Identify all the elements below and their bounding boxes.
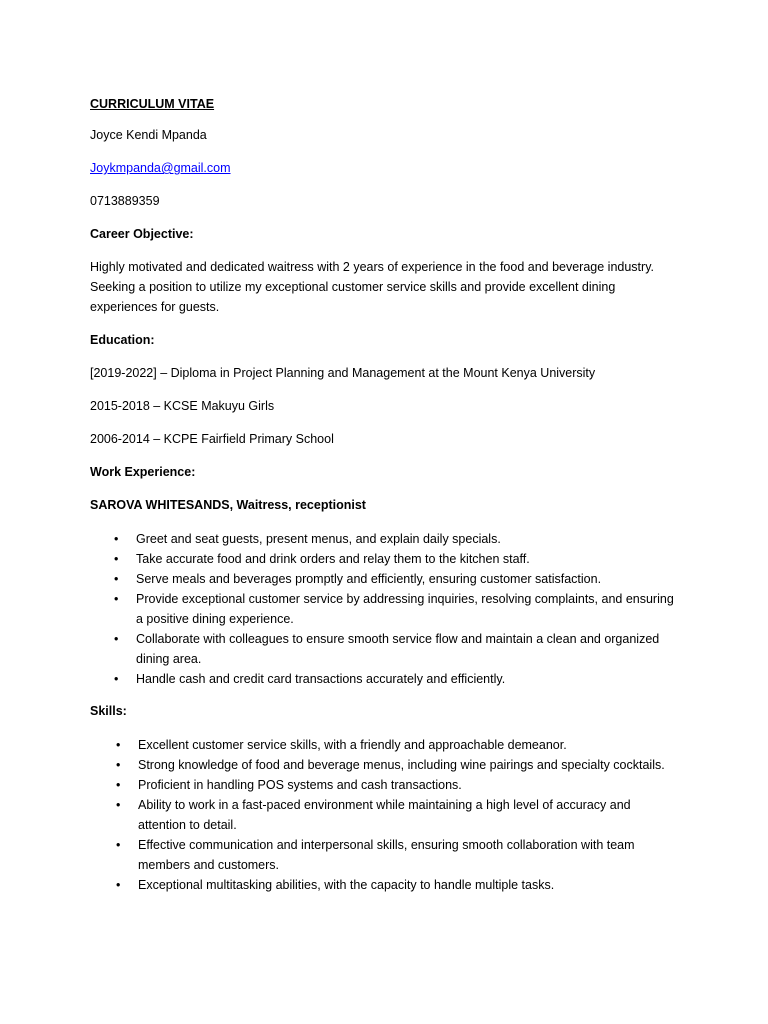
education-entry: [2019-2022] – Diploma in Project Planning and Management at the Mount Kenya University [90,366,596,380]
list-item-text: Handle cash and credit card transactions accurately and efficiently. [136,672,506,686]
bullet-icon: • [114,572,119,586]
education-heading: Education: [90,333,155,347]
career-objective-text [90,257,690,317]
bullet-icon: • [116,758,121,772]
bullet-icon: • [116,878,121,892]
work-duties-list [90,529,690,689]
employer-title: SAROVA WHITESANDS, Waitress, receptionist [90,498,366,512]
list-item-text: Ability to work in a fast-paced environment while maintaining a high level of accuracy and attention to detail. [138,798,631,832]
objective-line: Highly motivated and dedicated waitress with 2 years of experience in the food and beverage industry. [90,260,654,274]
list-item [90,569,676,589]
list-item [90,735,678,755]
bullet-icon: • [114,532,119,546]
objective-line: Seeking a position to utilize my exceptional customer service skills and provide excellent dining [90,280,616,294]
list-item-text: Strong knowledge of food and beverage menus, including wine pairings and specialty cocktails. [138,758,665,772]
bullet-icon: • [116,838,121,852]
list-item-text: Take accurate food and drink orders and relay them to the kitchen staff. [136,552,530,566]
list-item [90,669,676,689]
list-item [90,549,676,569]
list-item-text: Greet and seat guests, present menus, and explain daily specials. [136,532,501,546]
list-item-text: Proficient in handling POS systems and cash transactions. [138,778,462,792]
candidate-name: Joyce Kendi Mpanda [90,128,207,142]
list-item [90,589,676,629]
list-item-text: Provide exceptional customer service by addressing inquiries, resolving complaints, and ensuring a positive dining experience. [136,592,674,626]
document-title: CURRICULUM VITAE [90,97,215,111]
list-item-text: Exceptional multitasking abilities, with the capacity to handle multiple tasks. [138,878,555,892]
list-item-text: Effective communication and interpersonal skills, ensuring smooth collaboration with team members and customers. [138,838,635,872]
list-item [90,795,678,835]
education-entry: 2015-2018 – KCSE Makuyu Girls [90,399,275,413]
bullet-icon: • [114,592,119,606]
email-link[interactable]: Joykmpanda@gmail.com [90,161,231,175]
list-item [90,835,678,875]
list-item-text: Collaborate with colleagues to ensure smooth service flow and maintain a clean and organized dining area. [136,632,660,666]
bullet-icon: • [114,552,119,566]
list-item [90,529,676,549]
bullet-icon: • [114,672,119,686]
list-item [90,755,678,775]
bullet-icon: • [114,632,119,646]
bullet-icon: • [116,778,121,792]
work-experience-heading: Work Experience: [90,465,196,479]
skills-list [90,735,690,895]
cv-content [90,94,690,895]
bullet-icon: • [116,798,121,812]
education-entry: 2006-2014 – KCPE Fairfield Primary School [90,432,334,446]
skills-heading: Skills: [90,704,127,718]
career-objective-heading: Career Objective: [90,227,194,241]
list-item [90,875,678,895]
list-item [90,775,678,795]
list-item [90,629,676,669]
list-item-text: Excellent customer service skills, with a friendly and approachable demeanor. [138,738,567,752]
bullet-icon: • [116,738,121,752]
objective-line: experiences for guests. [90,300,220,314]
phone-number: 0713889359 [90,194,160,208]
list-item-text: Serve meals and beverages promptly and efficiently, ensuring customer satisfaction. [136,572,602,586]
